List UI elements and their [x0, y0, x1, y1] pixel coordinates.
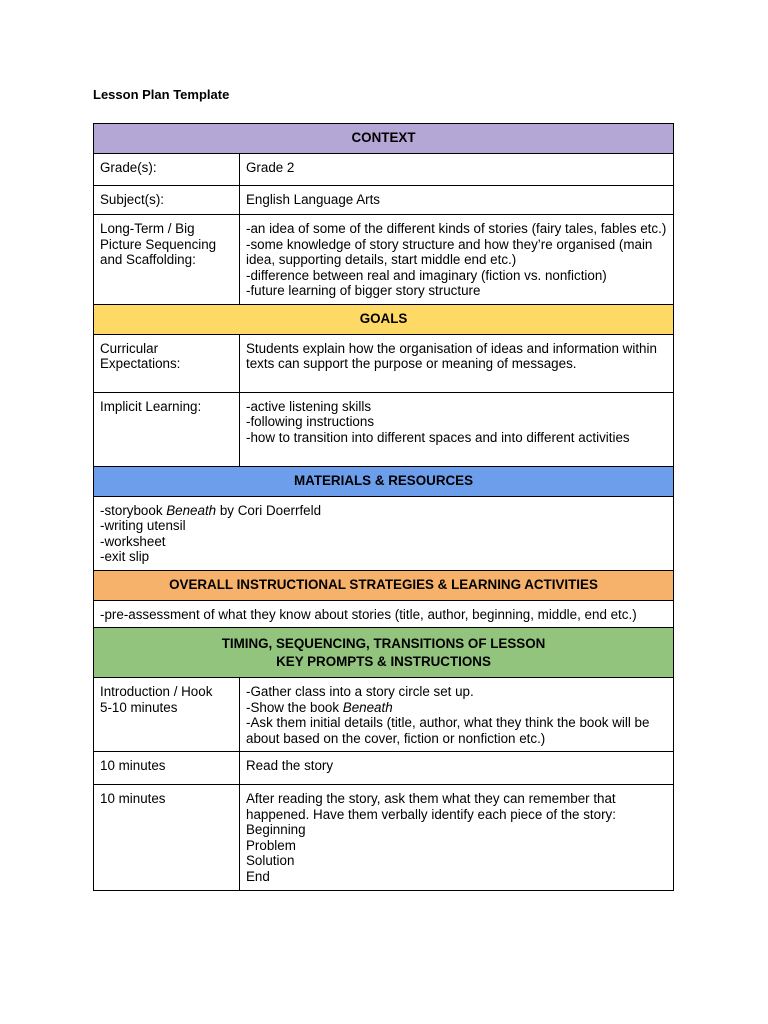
materials-header: MATERIALS & RESOURCES [94, 466, 674, 496]
intro-row [94, 678, 674, 752]
curricular-label: Curricular Expectations: [94, 334, 240, 392]
longterm-line: -some knowledge of story structure and how they’re organised (main idea, supporting details, start middle end etc.) [246, 236, 657, 267]
grade-label: Grade(s): [94, 154, 240, 186]
timing-header [94, 628, 674, 678]
overall-value: -pre-assessment of what they know about stories (title, author, beginning, middle, end etc.) [94, 600, 674, 628]
read-label: 10 minutes [94, 752, 240, 785]
intro-label [94, 678, 240, 752]
subject-label: Subject(s): [94, 186, 240, 215]
materials-item: -worksheet [100, 533, 166, 549]
overall-header-row [94, 570, 674, 600]
document-title: Lesson Plan Template [93, 87, 230, 102]
longterm-label: Long-Term / Big Picture Sequencing and Scaffolding: [94, 215, 240, 305]
longterm-line: -difference between real and imaginary (fiction vs. nonfiction) [246, 267, 607, 283]
intro-line: -Ask them initial details (title, author, what they think the book will be about based on the cover, fiction or nonfiction etc.) [246, 715, 654, 746]
recall-line: Beginning [246, 822, 306, 837]
implicit-value [240, 392, 674, 466]
longterm-line: -an idea of some of the different kinds of stories (fairy tales, fables etc.) [246, 221, 667, 236]
lesson-plan-table [93, 123, 674, 891]
materials-header-row [94, 466, 674, 496]
curricular-row [94, 334, 674, 392]
curricular-value: Students explain how the organisation of ideas and information within texts can support the purpose or meaning of messages. [240, 334, 674, 392]
read-row [94, 752, 674, 785]
timing-header-row [94, 628, 674, 678]
storybook-title: Beneath [166, 502, 217, 518]
storybook-suffix: by Cori Doerrfeld [216, 502, 322, 518]
recall-value [240, 785, 674, 891]
subject-row [94, 186, 674, 215]
recall-line: End [246, 868, 270, 884]
intro-book-title: Beneath [342, 699, 393, 715]
materials-item [100, 503, 667, 519]
recall-line: Problem [246, 837, 296, 853]
implicit-row [94, 392, 674, 466]
intro-line: -Gather class into a story circle set up. [246, 684, 474, 699]
longterm-value [240, 215, 674, 305]
materials-item: -exit slip [100, 549, 150, 564]
materials-list [94, 496, 674, 570]
timing-header-line1: TIMING, SEQUENCING, TRANSITIONS OF LESSON [221, 636, 546, 651]
recall-row [94, 785, 674, 891]
context-header-row [94, 124, 674, 154]
grade-row [94, 154, 674, 186]
longterm-row [94, 215, 674, 305]
goals-header: GOALS [94, 304, 674, 334]
intro-line [246, 700, 667, 716]
intro-label-line2: 5-10 minutes [100, 699, 178, 715]
intro-line2-prefix: -Show the book [246, 699, 343, 715]
grade-value: Grade 2 [240, 154, 674, 186]
longterm-line: -future learning of bigger story structure [246, 283, 481, 298]
implicit-line: -how to transition into different spaces and into different activities [246, 429, 630, 445]
recall-line: Solution [246, 853, 295, 868]
materials-row [94, 496, 674, 570]
implicit-line: -following instructions [246, 414, 375, 429]
implicit-line: -active listening skills [246, 398, 372, 414]
read-value: Read the story [240, 752, 674, 785]
timing-header-line2: KEY PROMPTS & INSTRUCTIONS [276, 653, 491, 669]
implicit-label: Implicit Learning: [94, 392, 240, 466]
intro-value [240, 678, 674, 752]
recall-line: After reading the story, ask them what they can remember that happened. Have them verbally identify each piece of the story: [246, 791, 620, 822]
recall-label: 10 minutes [94, 785, 240, 891]
materials-item: -writing utensil [100, 518, 186, 533]
subject-value: English Language Arts [240, 186, 674, 215]
intro-label-line1: Introduction / Hook [100, 684, 213, 699]
context-header: CONTEXT [94, 124, 674, 154]
goals-header-row [94, 304, 674, 334]
overall-header: OVERALL INSTRUCTIONAL STRATEGIES & LEARNING ACTIVITIES [94, 570, 674, 600]
storybook-prefix: -storybook [100, 502, 167, 518]
overall-row [94, 600, 674, 628]
